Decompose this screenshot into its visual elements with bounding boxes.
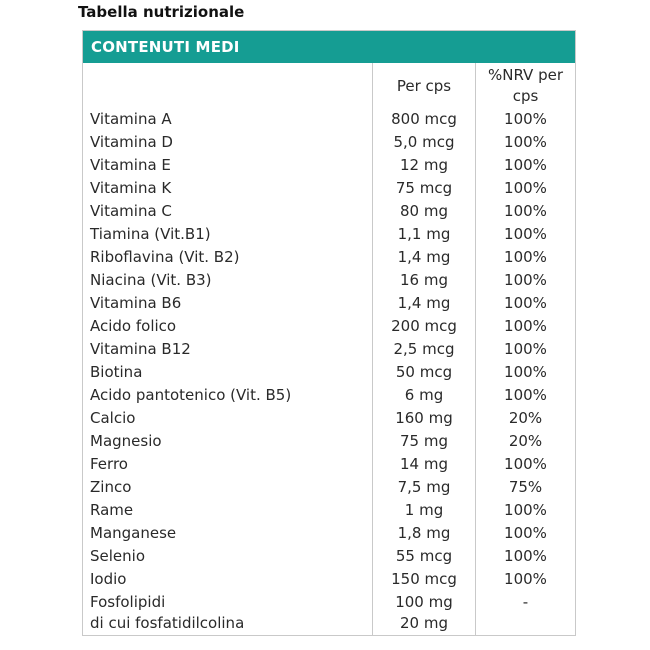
- table-row-fosfolipidi: [83, 591, 575, 635]
- table-row: [83, 384, 575, 407]
- nutrient-name: Biotina: [83, 361, 373, 384]
- nutrient-nrv: 100%: [504, 202, 547, 220]
- nutrient-amount: 14 mg: [373, 453, 476, 476]
- nutrient-amount: 50 mcg: [373, 361, 476, 384]
- nutrient-name: Vitamina B6: [83, 292, 373, 315]
- nutrient-nrv: 100%: [504, 156, 547, 174]
- nutrient-nrv: 100%: [504, 271, 547, 289]
- nutrient-name-line1: Fosfolipidi: [90, 593, 166, 611]
- nutrient-nrv: 100%: [504, 501, 547, 519]
- nutrient-nrv: 100%: [504, 294, 547, 312]
- nutrient-name: Vitamina E: [83, 154, 373, 177]
- nutrient-nrv: 100%: [504, 317, 547, 335]
- nutrition-table: [82, 30, 576, 636]
- nutrient-amount: 1,1 mg: [373, 223, 476, 246]
- nutrient-amount: 2,5 mcg: [373, 338, 476, 361]
- nutrient-nrv: 100%: [504, 248, 547, 266]
- table-row: [83, 338, 575, 361]
- nutrient-amount: [373, 591, 476, 635]
- table-row: [83, 430, 575, 453]
- nutrient-amount: 1 mg: [373, 499, 476, 522]
- table-row: [83, 177, 575, 200]
- nutrient-name: Tiamina (Vit.B1): [83, 223, 373, 246]
- page-title: Tabella nutrizionale: [78, 3, 245, 21]
- nutrient-amount: 5,0 mcg: [373, 131, 476, 154]
- nutrient-name-line2: di cui fosfatidilcolina: [90, 614, 245, 632]
- nutrient-name: Calcio: [83, 407, 373, 430]
- nutrient-nrv: 100%: [504, 133, 547, 151]
- nutrient-amount: 7,5 mg: [373, 476, 476, 499]
- table-row: [83, 108, 575, 131]
- nutrient-amount: 1,4 mg: [373, 292, 476, 315]
- table-row: [83, 407, 575, 430]
- nutrient-amount: 75 mcg: [373, 177, 476, 200]
- nutrient-name: Niacina (Vit. B3): [83, 269, 373, 292]
- nutrient-amount: 6 mg: [373, 384, 476, 407]
- nutrient-nrv: 100%: [504, 340, 547, 358]
- table-row: [83, 361, 575, 384]
- nutrient-amount: 1,8 mg: [373, 522, 476, 545]
- nutrient-nrv: 100%: [504, 225, 547, 243]
- nutrient-amount: 200 mcg: [373, 315, 476, 338]
- table-row: [83, 246, 575, 269]
- nutrient-nrv: 100%: [504, 386, 547, 404]
- nutrient-name: Vitamina C: [83, 200, 373, 223]
- nutrient-amount: 12 mg: [373, 154, 476, 177]
- nutrient-name: Vitamina B12: [83, 338, 373, 361]
- table-row: [83, 522, 575, 545]
- nutrient-amount: 16 mg: [373, 269, 476, 292]
- nutrient-amount: 75 mg: [373, 430, 476, 453]
- nutrient-nrv: 100%: [504, 570, 547, 588]
- nutrient-name: Acido folico: [83, 315, 373, 338]
- table-row: [83, 545, 575, 568]
- table-row: [83, 223, 575, 246]
- table-row: [83, 453, 575, 476]
- nutrient-name: Vitamina K: [83, 177, 373, 200]
- nutrient-name: Vitamina D: [83, 131, 373, 154]
- nutrient-nrv: 75%: [508, 478, 543, 496]
- nutrient-nrv: 100%: [504, 110, 547, 128]
- table-row: [83, 568, 575, 591]
- table-banner: CONTENUTI MEDI: [83, 31, 575, 63]
- nutrient-nrv: 100%: [504, 547, 547, 565]
- table-row: [83, 499, 575, 522]
- nutrient-amount: 160 mg: [373, 407, 476, 430]
- table-row: [83, 131, 575, 154]
- nutrient-name: Iodio: [83, 568, 373, 591]
- nutrient-amount: 800 mcg: [373, 108, 476, 131]
- nutrient-name: Zinco: [83, 476, 373, 499]
- nutrient-name: Acido pantotenico (Vit. B5): [83, 384, 373, 407]
- nutrient-name: Ferro: [83, 453, 373, 476]
- header-nutrient: [83, 63, 373, 108]
- table-row: [83, 269, 575, 292]
- nutrient-amount: 55 mcg: [373, 545, 476, 568]
- nutrient-name: Selenio: [83, 545, 373, 568]
- nutrient-amount-line2: 20 mg: [400, 614, 448, 632]
- nutrient-nrv: 20%: [508, 409, 543, 427]
- nutrient-amount: 80 mg: [373, 200, 476, 223]
- header-nrv: %NRV per cps: [487, 66, 564, 105]
- nutrient-name: Riboflavina (Vit. B2): [83, 246, 373, 269]
- nutrient-amount: 150 mcg: [373, 568, 476, 591]
- table-row: [83, 476, 575, 499]
- table-row: [83, 292, 575, 315]
- table-header-row: [83, 63, 575, 108]
- table-body: [83, 108, 575, 591]
- nutrient-name: Vitamina A: [83, 108, 373, 131]
- nutrient-nrv: -: [522, 593, 529, 611]
- nutrient-name: Manganese: [83, 522, 373, 545]
- nutrient-name: [83, 591, 373, 635]
- nutrient-name: Rame: [83, 499, 373, 522]
- nutrient-nrv: 100%: [504, 524, 547, 542]
- table-row: [83, 315, 575, 338]
- nutrient-amount-line1: 100 mg: [395, 593, 453, 611]
- table-row: [83, 154, 575, 177]
- nutrient-nrv: 100%: [504, 179, 547, 197]
- nutrient-name: Magnesio: [83, 430, 373, 453]
- nutrient-nrv: 100%: [504, 455, 547, 473]
- nutrient-nrv: 20%: [508, 432, 543, 450]
- table-row: [83, 200, 575, 223]
- nutrient-nrv: 100%: [504, 363, 547, 381]
- header-per-cps: Per cps: [373, 63, 476, 108]
- nutrient-amount: 1,4 mg: [373, 246, 476, 269]
